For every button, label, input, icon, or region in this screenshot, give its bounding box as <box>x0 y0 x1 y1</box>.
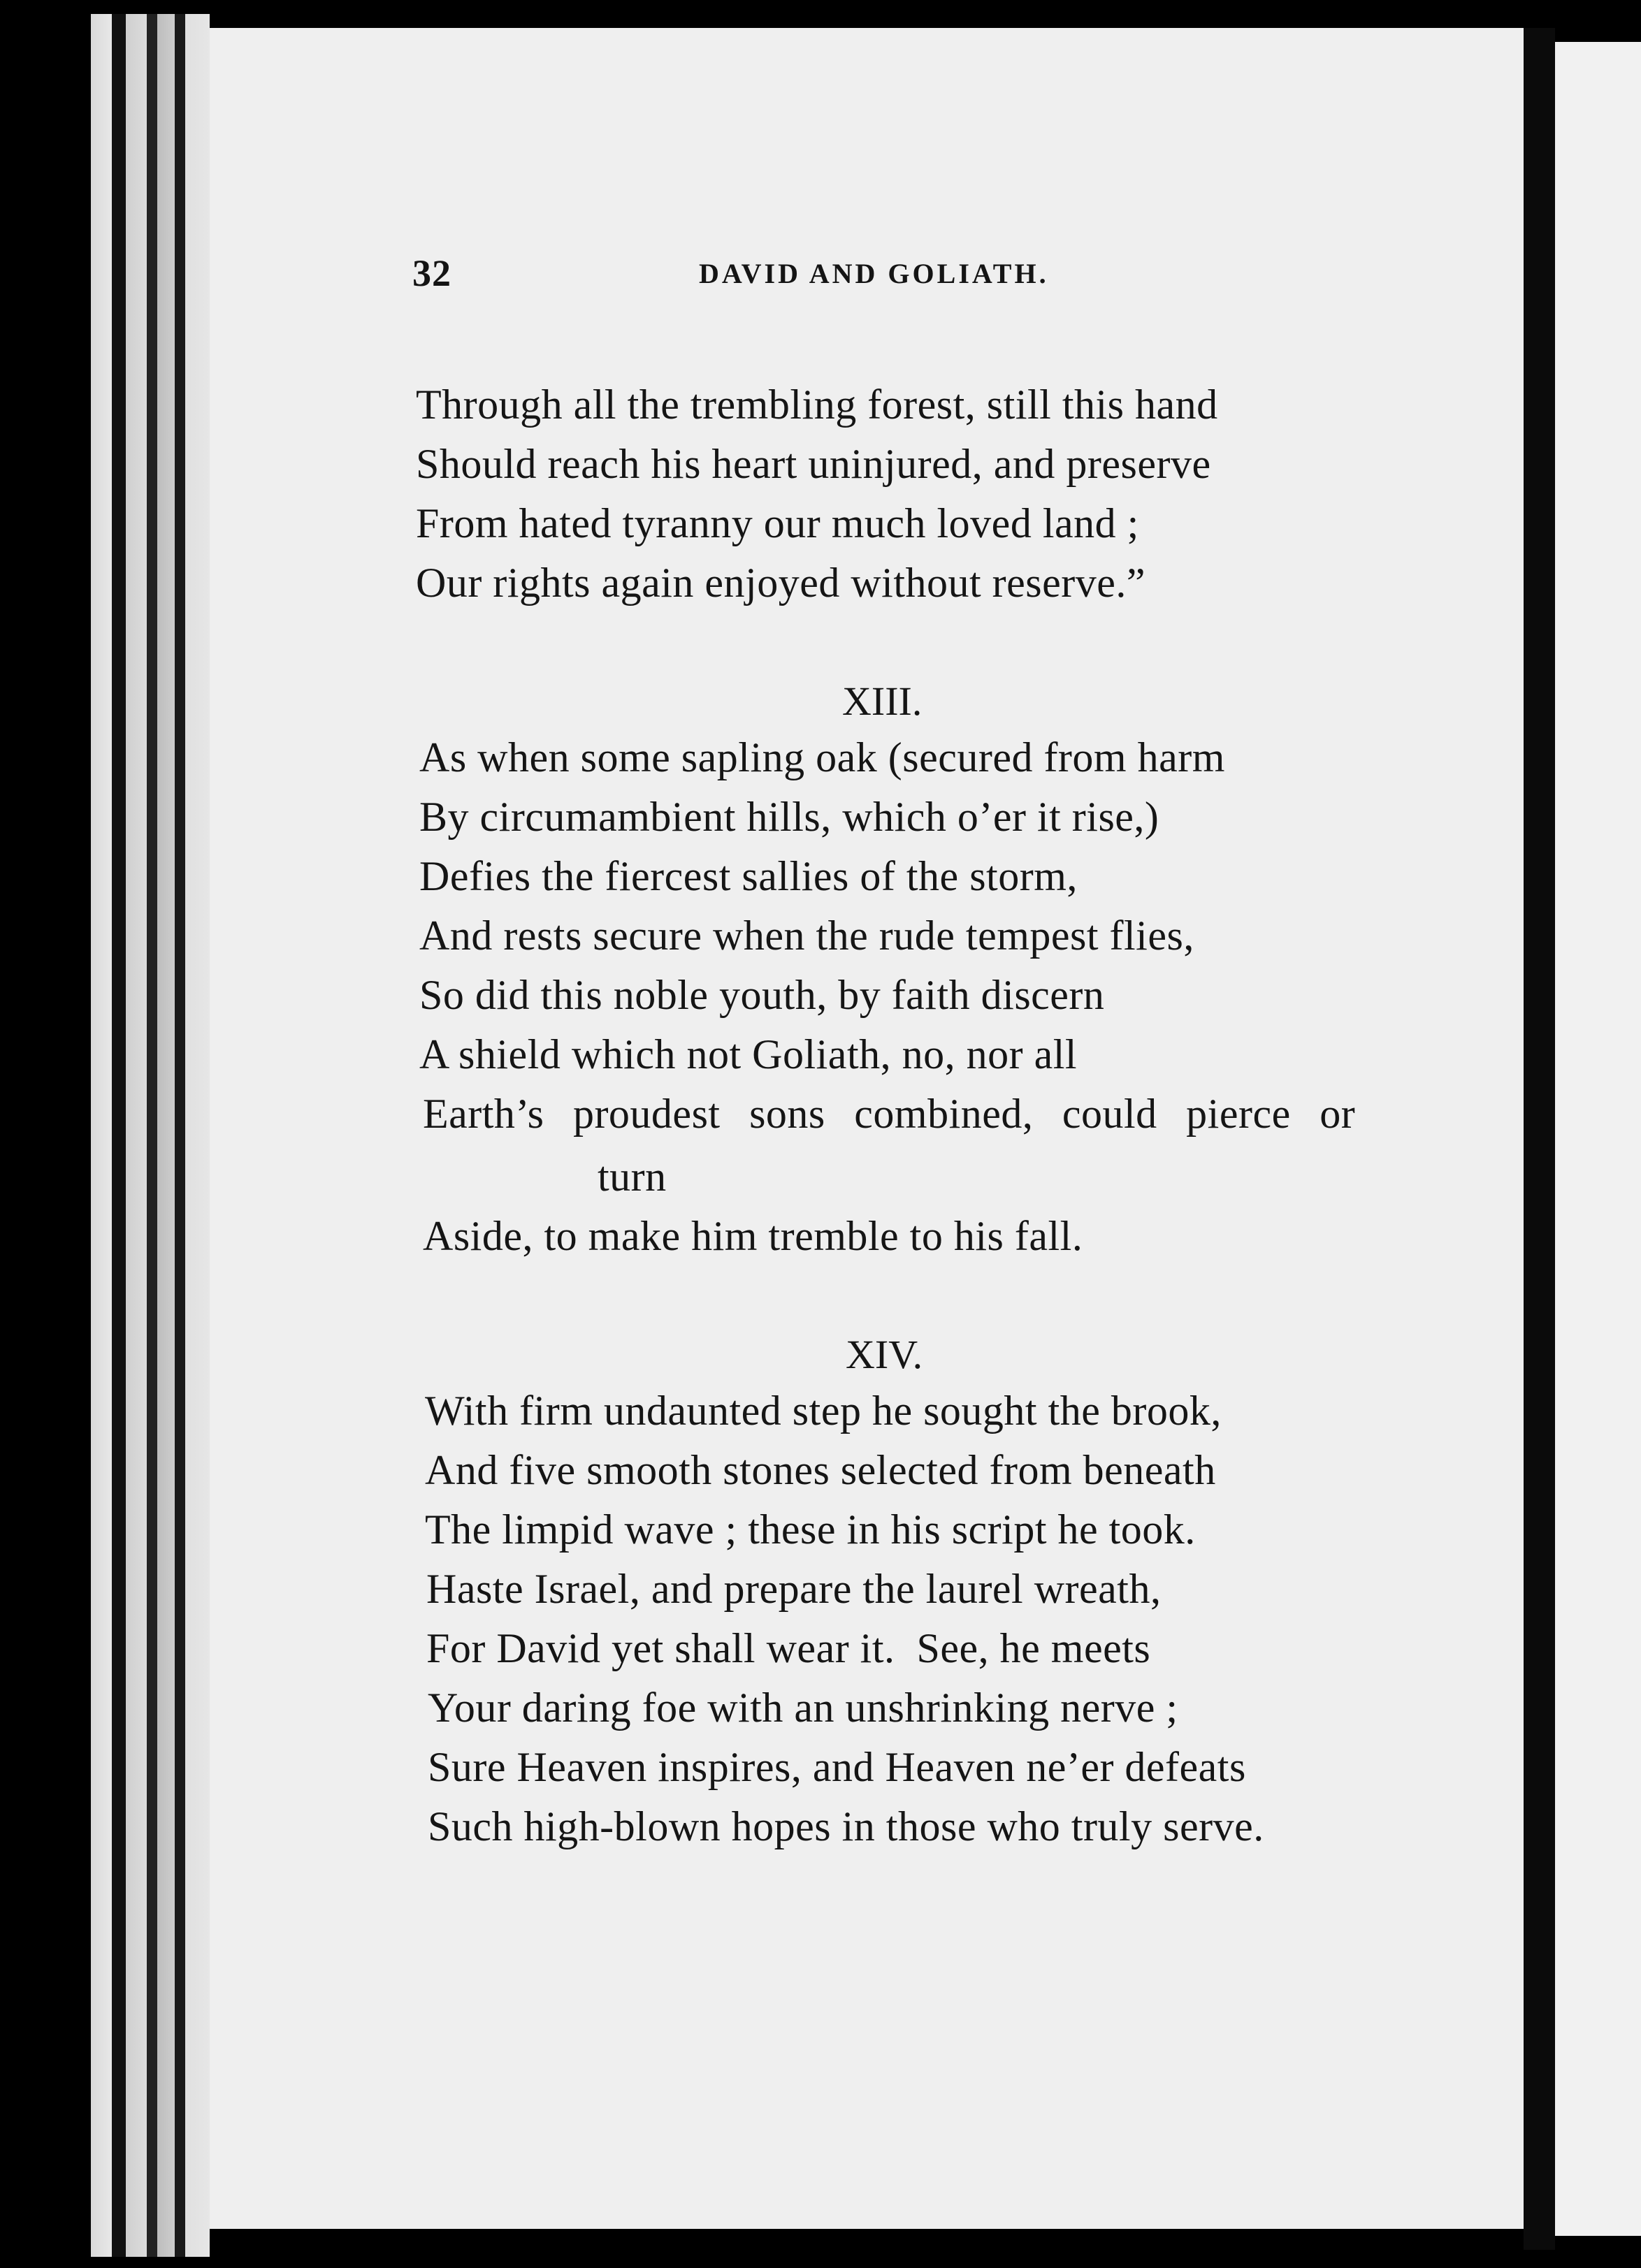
poem-line: With firm undaunted step he sought the brook, <box>425 1388 1222 1434</box>
poem-line: Defies the fiercest sallies of the storm, <box>419 853 1078 899</box>
page-header <box>412 252 1461 307</box>
stanza-numeral: XIV. <box>846 1332 923 1377</box>
poem-line: Sure Heaven inspires, and Heaven ne’er defeats <box>428 1744 1246 1790</box>
poem-line: From hated tyranny our much loved land ; <box>416 500 1139 546</box>
poem-line: Your daring foe with an unshrinking nerve ; <box>428 1685 1178 1731</box>
poem-line: Earth’s proudest sons combined, could pierce or <box>423 1091 1356 1137</box>
poem-line: And rests secure when the rude tempest flies, <box>419 913 1194 959</box>
poem-line: So did this noble youth, by faith discern <box>419 972 1105 1018</box>
poem-line: Aside, to make him tremble to his fall. <box>423 1213 1083 1259</box>
stanza-numeral: XIII. <box>842 678 923 724</box>
poem-line: Our rights again enjoyed without reserve.” <box>416 560 1146 606</box>
poem-line: And five smooth stones selected from beneath <box>425 1447 1216 1493</box>
poem-line: As when some sapling oak (secured from harm <box>419 734 1225 780</box>
poem-line: For David yet shall wear it. See, he meets <box>426 1625 1151 1671</box>
poem-line: Such high-blown hopes in those who truly serve. <box>428 1803 1264 1849</box>
poem-line: By circumambient hills, which o’er it rise,) <box>419 794 1159 840</box>
book-page-edges <box>63 14 210 2257</box>
gutter-shadow <box>1524 28 1555 2250</box>
facing-page-edge <box>1555 42 1641 2236</box>
page-number: 32 <box>412 252 451 294</box>
poem-line: Haste Israel, and prepare the laurel wreath, <box>426 1566 1162 1612</box>
poem-line: A shield which not Goliath, no, nor all <box>419 1031 1078 1077</box>
running-title: DAVID AND GOLIATH. <box>699 258 1049 289</box>
poem-line-turnover: turn <box>598 1154 667 1200</box>
poem-line: Through all the trembling forest, still this hand <box>416 381 1218 428</box>
poem-line: Should reach his heart uninjured, and preserve <box>416 441 1211 487</box>
poem-line: The limpid wave ; these in his script he took. <box>425 1506 1196 1553</box>
